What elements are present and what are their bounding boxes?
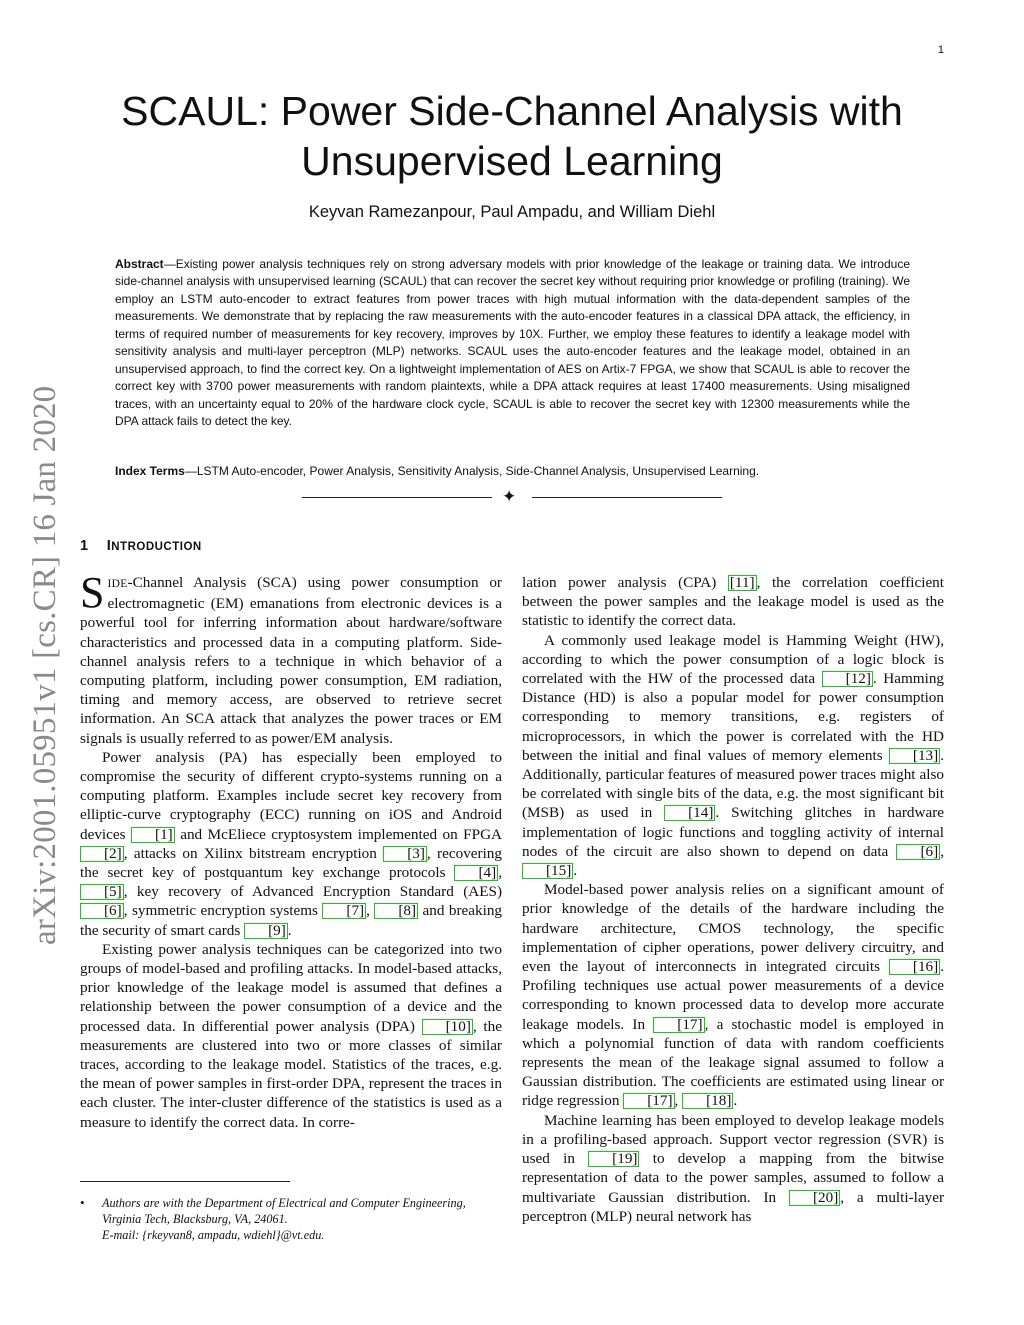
separator-rule-left: [302, 497, 492, 498]
paragraph: [522, 880, 944, 1110]
citation-link[interactable]: [6]: [80, 903, 124, 919]
right-column: [522, 573, 944, 1226]
index-terms-text: LSTM Auto-encoder, Power Analysis, Sensitivity Analysis, Side-Channel Analysis, Unsupervised Learning.: [196, 464, 760, 478]
section-number: 1: [80, 538, 89, 554]
citation-link[interactable]: [6]: [896, 844, 940, 860]
citation-link[interactable]: [11]: [729, 574, 755, 591]
paragraph: [522, 631, 944, 881]
citation-link[interactable]: [9]: [244, 923, 288, 939]
abstract-label: Abstract: [115, 257, 164, 271]
abstract-dash: —: [163, 257, 176, 271]
citation-link[interactable]: [19]: [588, 1151, 639, 1167]
citation-link[interactable]: [3]: [383, 846, 427, 862]
index-terms-dash: —: [184, 464, 197, 478]
citation-link[interactable]: [17]: [623, 1093, 674, 1109]
text-run: . Profiling techniques use actual power measurements of a device corresponding to known processed data to develop more accurate leakage models. In: [522, 958, 944, 1033]
text-run: , a stochastic model is employed in which a polynomial function of data with random coefficients represents the mean of the leakage signal assumed to follow a Gaussian distribution. The coefficients are estimated using linear or ridge regression: [522, 1015, 944, 1110]
citation-link[interactable]: [8]: [374, 903, 418, 919]
abstract: [115, 256, 910, 431]
footnote: [80, 1195, 502, 1243]
text-run: ,: [940, 842, 944, 860]
paragraph-text: -Channel Analysis (SCA) using power consumption or electromagnetic (EM) emanations from electronic devices is a powerful tool for inferring information about hardware/software characteristics and processed data in a computing platform. Side-channel analysis refers to a technique in which behavior of a computing platform, including power consumption, EM radiation, timing and memory access, are observed to retrieve secret information. An SCA attack that analyzes the power traces or EM signals is usually referred to as power/EM analysis.: [80, 574, 502, 747]
text-run: to develop a mapping from the bitwise representation of data to the power samples, assumed to follow a multivariate Gaussian distribution. In: [522, 1150, 944, 1206]
citation-link[interactable]: [13]: [889, 748, 940, 764]
text-run: , symmetric encryption systems: [123, 902, 323, 920]
text-run: , recovering the secret key of postquantum key exchange protocols: [80, 844, 502, 882]
citation-link[interactable]: [10]: [422, 1019, 473, 1035]
text-run: .: [733, 1092, 738, 1110]
paragraph: [80, 748, 502, 940]
paragraph: [80, 568, 502, 748]
text-run: , key recovery of Advanced Encryption Standard (AES): [123, 883, 502, 901]
section-heading: [80, 538, 202, 554]
text-run: ,: [366, 902, 375, 920]
section-initial: I: [106, 538, 112, 554]
arxiv-stamp: arXiv:2001.05951v1 [cs.CR] 16 Jan 2020: [27, 385, 63, 945]
citation-link[interactable]: [5]: [80, 884, 124, 900]
paper-title: [80, 86, 944, 186]
text-run: , the measurements are clustered into two or more classes of similar traces, according to the leakage model. Statistics of the traces, e.g. the mean of power samples in first-order DPA, represent the traces in each cluster. The inter-cluster difference of the statistics is used as a measure to identify the correct data. In corre-: [80, 1017, 502, 1131]
page-number: 1: [937, 44, 944, 56]
citation-link[interactable]: [12]: [822, 671, 873, 687]
text-run: . Hamming Distance (HD) is also a popular model for power consumption corresponding to memory transitions, e.g. registers of microprocessors, in which the power is correlated with the HD between the initial and final values of memory elements: [522, 670, 945, 764]
separator-star-icon: ✦: [502, 487, 517, 506]
text-run: ,: [674, 1092, 683, 1110]
citation-link[interactable]: [2]: [80, 846, 124, 862]
citation-link[interactable]: [20]: [789, 1190, 840, 1206]
title-line-2: Unsupervised Learning: [301, 138, 723, 184]
paragraph: [522, 1111, 944, 1226]
citation-link[interactable]: [1]: [131, 827, 175, 843]
text-run: ,: [498, 864, 502, 882]
text-run: Machine learning has been employed to develop leakage models in a profiling-based approach. Support vector regression (SVR) is used in: [522, 1111, 944, 1168]
author-list: Keyvan Ramezanpour, Paul Ampadu, and William Diehl: [308, 203, 716, 221]
index-terms-label: Index Terms: [115, 464, 185, 478]
footnote-email: E-mail: {rkeyvan8, ampadu, wdiehl}@vt.edu.: [102, 1228, 325, 1242]
footnote-rule: [80, 1181, 290, 1182]
drop-cap: S: [80, 568, 105, 617]
text-run: Model-based power analysis relies on a significant amount of prior knowledge of the details of the hardware including the hardware architecture, CMOS technology, the specific implementation of cipher operations, power delivery circuitry, and even the layout of interconnects in integrated circuits: [522, 881, 944, 976]
citation-link[interactable]: [15]: [522, 863, 573, 879]
text-run: Existing power analysis techniques can be categorized into two groups of model-based and profiling attacks. In model-based attacks, prior knowledge of the leakage model is assumed that defines a relationship between the power consumption of a device and the processed data. In differential power analysis (DPA): [80, 940, 502, 1035]
citation-link[interactable]: [14]: [664, 805, 715, 821]
citation-link[interactable]: [16]: [889, 959, 940, 975]
text-run: , a multi-layer perceptron (MLP) neural network has: [522, 1188, 945, 1225]
bullet-icon: •: [80, 1195, 85, 1210]
left-column: [80, 568, 503, 1132]
index-terms: [115, 463, 910, 480]
text-run: .: [287, 921, 292, 939]
citation-link[interactable]: [18]: [682, 1093, 733, 1109]
paragraph: [522, 573, 944, 631]
separator-rule-right: [532, 497, 722, 498]
text-run: . Switching glitches in hardware implementation of logic functions and toggling activity of internal nodes of the circuit are also shown to depend on data: [522, 804, 944, 860]
text-run: , attacks on Xilinx bitstream encryption: [123, 844, 384, 862]
abstract-text: Existing power analysis techniques rely on strong adversary models with prior knowledge of the leakage or training data. We introduce side-channel analysis with unsupervised learning (SCAUL) that can recover the secret key without requiring prior knowledge or profiling (training). We employ an LSTM auto-encoder to extract features from power traces with high mutual information with the data-dependent samples of the measurements. We demonstrate that by replacing the raw measurements with the auto-encoder features in a classical DPA attack, the efficiency, in terms of required number of measurements for key recovery, improves by 10X. Further, we employ these features to identify a leakage model with sensitivity analysis and multi-layer perceptron (MLP) networks. SCAUL uses the auto-encoder features and the leakage model, obtained in an unsupervised approach, to find the correct key. On a lightweight implementation of AES on Artix-7 FPGA, we show that SCAUL is able to recover the correct key with 3700 power measurements with random plaintexts, while a DPA attack requires at least 17400 measurements. Using misaligned traces, with an uncertainty equal to 20% of the hardware clock cycle, SCAUL is able to recover the secret key with 12300 measurements while the DPA attack fails to detect the key.: [115, 257, 910, 429]
citation-link[interactable]: [4]: [454, 865, 498, 881]
title-line-1: SCAUL: Power Side-Channel Analysis with: [121, 88, 903, 134]
section-separator: [302, 487, 722, 506]
text-run: lation power analysis (CPA): [522, 574, 728, 591]
text-run: , the correlation coefficient between the power samples and the leakage model is used as the statistic to identify the correct data.: [522, 574, 944, 630]
citation-link[interactable]: [17]: [653, 1017, 704, 1033]
text-run: and breaking the security of smart cards: [80, 902, 503, 939]
text-run: . Additionally, particular features of measured power traces might also be correlated with single bits of the data, e.g. the most significant bit (MSB) as used in: [522, 746, 944, 822]
text-run: and McEliece cryptosystem implemented on FPGA: [174, 825, 503, 843]
text-run: Power analysis (PA) has especially been employed to compromise the security of different crypto-systems running on a computing platform. Examples include secret key recovery from elliptic-curve cryptography (ECC) running on iOS and Android devices: [80, 748, 502, 843]
paragraph: [80, 940, 502, 1132]
footnote-affiliation: Authors are with the Department of Electrical and Computer Engineering, Virginia Tech, Blacksburg, VA, 24061.: [102, 1196, 466, 1226]
text-run: A commonly used leakage model is Hamming Weight (HW), according to which the power consumption of a logic block is correlated with the HW of the processed data: [522, 631, 944, 688]
text-run: .: [573, 862, 578, 880]
citation-link[interactable]: [7]: [322, 903, 366, 919]
section-title-rest: NTRODUCTION: [111, 541, 202, 553]
smallcaps-lead: IDE: [107, 578, 128, 590]
